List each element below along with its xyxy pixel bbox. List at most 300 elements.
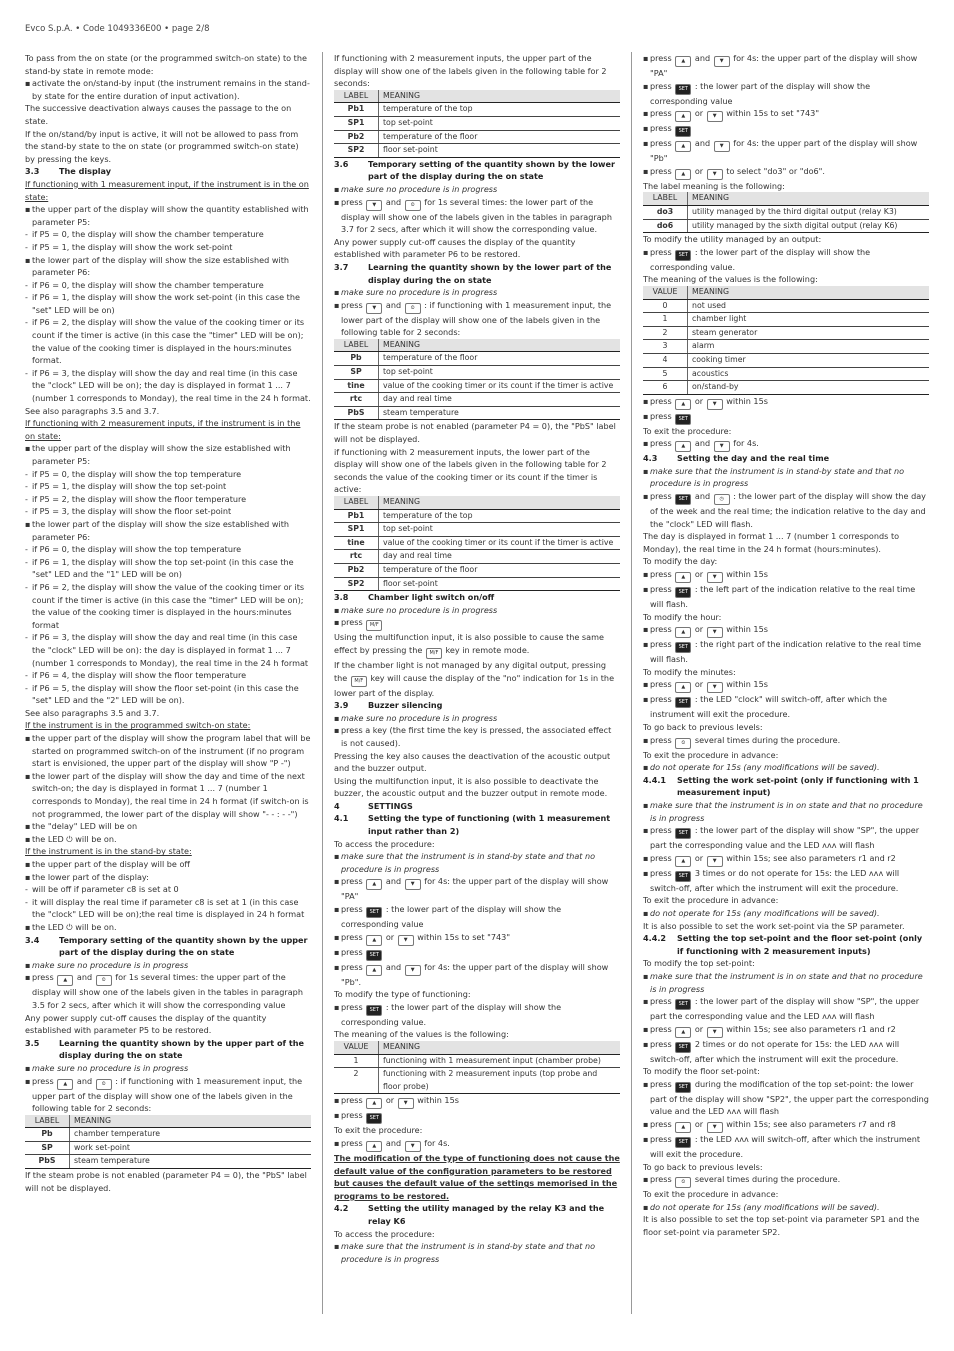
item-text: press ▲ and ▼ for 4s: the upper part of the display will show "PA": [341, 876, 609, 902]
bullet-item: [25, 254, 311, 279]
table-cell: 2: [334, 1068, 379, 1094]
up-key-icon: ▲: [57, 975, 73, 986]
table-cell: 5: [643, 367, 688, 381]
bullet-item: [643, 678, 929, 693]
down-key-icon: ▼: [366, 200, 382, 211]
item-text: press SET: [341, 946, 383, 961]
paragraph: Pressing the key also causes the deactivation of the acoustic output and the buzzer output.: [334, 750, 611, 774]
bullet-marker: ▪: [643, 165, 649, 176]
bullet-item: [25, 77, 311, 102]
item-text: press ▲ or ▼ within 15s: [341, 1094, 459, 1109]
bullet-marker: ▪: [643, 1134, 649, 1145]
bullet-marker: ▪: [25, 518, 31, 529]
table-header-cell: MEANING: [70, 1115, 312, 1128]
bullet-marker: ▪: [334, 946, 340, 957]
set-key-icon: SET: [675, 1137, 691, 1148]
up-key-icon: ▲: [366, 879, 382, 890]
table-header-row: [643, 192, 929, 205]
item-text: press SET: [650, 410, 692, 425]
item-text: if P6 = 1, the display will show the top set-point (in this case the "set" LED and the "1" LED will be on): [32, 556, 294, 580]
table-cell: 2: [643, 326, 688, 340]
section-heading: [334, 812, 620, 837]
down-key-icon: ▼: [398, 935, 414, 946]
down-key-icon: ▼: [707, 856, 723, 867]
paragraph: If functioning with 2 measurement inputs, the upper part of the display will show one of the labels given in the following table for 2 seconds:: [334, 53, 607, 89]
bullet-item: [25, 959, 311, 972]
item-text: press SET : the left part of the indication relative to the real time will flash.: [650, 584, 916, 610]
bullet-item: [25, 1075, 311, 1115]
bullet-marker: ▪: [643, 410, 649, 421]
table-row: [334, 103, 620, 117]
table-row: [334, 406, 620, 420]
down-key-icon: ▼: [405, 1141, 421, 1152]
item-text: press ▲ and ▼ for 4s: the upper part of the display will show "Pb": [650, 138, 918, 164]
item-text: press SET : the lower part of the display will show the corresponding value: [650, 80, 871, 106]
set-key-icon: SET: [675, 642, 691, 653]
table-cell: Pb2: [334, 130, 379, 144]
table-cell: 0: [643, 299, 688, 313]
table-cell: 1: [643, 313, 688, 327]
item-text: press ▼ and ⏲ : if functioning with 1 measurement input, the lower part of the display will show one of the labels given in the following table for 2 seconds:: [341, 299, 612, 338]
table-cell: acoustics: [688, 367, 930, 381]
bullet-item: [643, 1173, 929, 1188]
item-text: make sure that the instrument is in stand-by state and that no procedure is in progress: [341, 1241, 596, 1264]
bullet-marker: ▪: [643, 1174, 649, 1185]
paragraph: The label meaning is the following:: [643, 180, 785, 191]
table-cell: SP2: [334, 577, 379, 591]
table-cell: SP: [334, 366, 379, 380]
item-text: make sure that the instrument is in stand-by state and that no procedure is in progress: [341, 851, 596, 874]
bullet-marker: ▪: [643, 825, 649, 836]
down-key-icon: ▼: [707, 1027, 723, 1038]
section-heading: [25, 1037, 311, 1062]
up-key-icon: ▲: [675, 399, 691, 410]
set-key-icon: SET: [366, 1005, 382, 1016]
table-row: [643, 313, 929, 327]
warning-note: The modification of the type of functioning does not cause the default value of the configuration parameters to be restored but causes the default value of the settings memorised in the programs to be restored.: [334, 1152, 620, 1201]
dash-item: [25, 316, 311, 366]
down-key-icon: ▼: [707, 1122, 723, 1133]
bullet-marker: ▪: [25, 871, 31, 882]
bullet-marker: ▪: [334, 851, 340, 862]
table-cell: floor set-point: [379, 577, 621, 591]
bullet-item: [334, 1109, 620, 1124]
bullet-marker: ▪: [334, 1110, 340, 1121]
bullet-item: [643, 907, 929, 920]
table-row: [25, 1128, 311, 1142]
table-cell: on/stand-by: [688, 381, 930, 395]
bullet-item: [334, 931, 620, 946]
mf-key-icon: M/F: [426, 648, 442, 659]
table-cell: SP1: [334, 523, 379, 537]
section-heading: [334, 699, 620, 712]
table-cell: chamber light: [688, 313, 930, 327]
set-key-icon: SET: [675, 414, 691, 425]
up-key-icon: ▲: [675, 572, 691, 583]
table-row: [25, 1141, 311, 1155]
item-text: if P6 = 2, the display will show the value of the cooking timer or its count if the timer is active (in this case the "timer" LED will be on); the value of the cooking timer is displayed in the hours:minutes format.: [32, 317, 305, 366]
bullet-item: [643, 437, 929, 452]
item-text: press ▲ and ▼ for 4s: the upper part of the display will show "Pb".: [341, 961, 609, 987]
section-number: 4.1: [334, 813, 349, 824]
item-text: do not operate for 15s (any modifications will be saved).: [650, 907, 880, 918]
bullet-item: [643, 867, 929, 895]
item-text: if P6 = 0, the display will show the top temperature: [32, 544, 242, 555]
bullet-item: [643, 137, 929, 165]
table-row: [643, 353, 929, 367]
item-text: press ▲ or ▼ to select "do3" or "do6".: [650, 165, 825, 180]
table-cell: work set-point: [70, 1141, 312, 1155]
set-key-icon: SET: [366, 950, 382, 961]
bullet-marker: ▪: [643, 246, 649, 257]
bullet-marker: ▪: [334, 183, 340, 194]
table-header-row: [643, 286, 929, 299]
bullet-item: [334, 183, 620, 196]
bullet-item: [643, 1078, 929, 1118]
bullet-marker: ▪: [334, 904, 340, 915]
table-header-row: [334, 1041, 620, 1054]
section-number: 3.4: [25, 934, 40, 945]
bullet-marker: ▪: [25, 443, 31, 454]
up-key-icon: ▲: [675, 56, 691, 67]
dash-marker: -: [25, 367, 28, 378]
paragraph: If the on/stand/by input is active, it will not be allowed to pass from the stand-by state to the on state (or programmed switch-on state) by pressing the keys.: [25, 128, 299, 164]
item-text: if P6 = 4, the display will show the floor temperature: [32, 670, 247, 681]
table-cell: chamber temperature: [70, 1128, 312, 1142]
table-header-cell: LABEL: [643, 192, 688, 205]
table-cell: functioning with 1 measurement input (chamber probe): [379, 1054, 621, 1068]
paragraph: Any power supply cut-off causes the display of the quantity established with parameter P6 to be restored.: [334, 236, 576, 260]
bullet-marker: ▪: [643, 465, 649, 476]
item-text: press ⏲ several times during the procedure.: [650, 734, 840, 749]
bullet-marker: ▪: [643, 53, 649, 63]
table-row: [334, 1068, 620, 1094]
dash-item: [25, 291, 311, 316]
bullet-item: [643, 623, 929, 638]
table-cell: floor set-point: [379, 144, 621, 158]
up-key-icon: ▲: [675, 169, 691, 180]
bullet-marker: ▪: [643, 639, 649, 650]
dash-marker: -: [25, 670, 28, 681]
table-header-cell: LABEL: [25, 1115, 70, 1128]
bullet-item: [334, 946, 620, 961]
bullet-marker: ▪: [643, 438, 649, 449]
bullet-item: [643, 1023, 929, 1038]
bullet-item: [334, 196, 620, 236]
item-text: the LED ⏻ will be on.: [32, 833, 117, 844]
bullet-marker: ▪: [334, 617, 340, 628]
paragraph: See also paragraphs 3.5 and 3.7.: [25, 707, 160, 718]
table-cell: PbS: [334, 406, 379, 420]
table-header-cell: MEANING: [379, 1041, 621, 1054]
bullet-item: [643, 410, 929, 425]
bullet-marker: ▪: [643, 1201, 649, 1212]
item-text: the LED ⏻ will be on.: [32, 921, 117, 932]
paragraph: It is also possible to set the top set-point via parameter SP1 and the floor set-point via parameter SP2.: [643, 1214, 920, 1238]
item-text: make sure no procedure is in progress: [341, 604, 498, 615]
bullet-item: [25, 770, 311, 820]
table-cell: SP1: [334, 116, 379, 130]
dash-marker: -: [25, 481, 28, 492]
down-key-icon: ▼: [366, 303, 382, 314]
table-cell: do6: [643, 219, 688, 233]
item-text: will be off if parameter c8 is set at 0: [32, 884, 179, 895]
table-header-cell: VALUE: [334, 1041, 379, 1054]
up-key-icon: ▲: [366, 935, 382, 946]
timer-key-icon: ⏲: [96, 1079, 112, 1090]
item-text: if P6 = 5, the display will show the floor set-point (in this case the "set" LED and the "2" LED will be on).: [32, 682, 299, 706]
bullet-item: [643, 693, 929, 721]
paragraph: To exit the procedure:: [643, 425, 732, 436]
table-cell: Pb1: [334, 103, 379, 117]
table-header-cell: MEANING: [379, 496, 621, 509]
table-cell: temperature of the top: [379, 103, 621, 117]
bullet-item: [25, 871, 311, 884]
section-number: 4.3: [643, 453, 658, 464]
down-key-icon: ▼: [707, 169, 723, 180]
item-text: the lower part of the display:: [32, 871, 149, 882]
table-cell: Pb2: [334, 563, 379, 577]
item-text: press SET : the lower part of the display will show the corresponding value: [341, 904, 562, 930]
clock-key-icon: ◷: [714, 494, 730, 505]
bullet-marker: ▪: [643, 1078, 649, 1089]
table-cell: temperature of the floor: [379, 352, 621, 366]
table-header-cell: MEANING: [688, 286, 930, 299]
bullet-marker: ▪: [25, 972, 31, 983]
table-cell: Pb1: [334, 509, 379, 523]
dash-marker: -: [25, 241, 28, 252]
table-cell: do3: [643, 205, 688, 219]
table-row: [334, 550, 620, 564]
section-title: Learning the quantity shown by the upper part of the display during the on state: [59, 1037, 304, 1061]
bullet-item: [643, 568, 929, 583]
subheading: If the instrument is in the programmed switch-on state:: [25, 720, 251, 731]
table-header-cell: LABEL: [334, 339, 379, 352]
info-table: [334, 496, 620, 591]
table-row: [643, 326, 929, 340]
down-key-icon: ▼: [405, 965, 421, 976]
item-text: make sure that the instrument is in on state and that no procedure is in progress: [650, 799, 923, 823]
subheading: If functioning with 1 measurement input, if the instrument is in the on state:: [25, 178, 309, 202]
section-heading: [25, 934, 311, 959]
table-row: [334, 577, 620, 591]
bullet-item: [643, 995, 929, 1023]
bullet-marker: ▪: [334, 725, 340, 736]
section-heading: [334, 261, 620, 286]
item-text: if P5 = 1, the display will show the top set-point: [32, 481, 227, 492]
bullet-marker: ▪: [334, 712, 340, 723]
bullet-marker: ▪: [643, 852, 649, 863]
bullet-item: [643, 465, 929, 490]
down-key-icon: ▼: [714, 56, 730, 67]
item-text: it will display the real time if parameter c8 is set at 1 (in this case the "clock" LED will be on);the real time is displayed in 24 h format: [32, 896, 305, 920]
paragraph: To exit the procedure:: [334, 1125, 423, 1136]
table-row: [334, 352, 620, 366]
paragraph: To modify the floor set-point:: [643, 1066, 760, 1077]
bullet-item: [25, 820, 311, 833]
table-row: [334, 379, 620, 393]
bullet-marker: ▪: [334, 1241, 340, 1252]
timer-key-icon: ⏲: [405, 200, 421, 211]
section-heading: [334, 800, 620, 813]
dash-item: [25, 367, 311, 405]
down-key-icon: ▼: [714, 441, 730, 452]
table-row: [334, 1054, 620, 1068]
dash-item: [25, 468, 311, 481]
section-heading: [334, 158, 620, 183]
bullet-marker: ▪: [643, 734, 649, 745]
bullet-marker: ▪: [643, 694, 649, 705]
down-key-icon: ▼: [707, 627, 723, 638]
section-heading: [643, 932, 929, 957]
table-cell: 3: [643, 340, 688, 354]
section-title: Setting the work set-point (only if functioning with 1 measurement input): [677, 774, 919, 798]
table-cell: rtc: [334, 393, 379, 407]
item-text: press ▲ or ▼ within 15s: [650, 395, 768, 410]
table-cell: Pb: [25, 1128, 70, 1142]
bullet-marker: ▪: [643, 138, 649, 149]
bullet-item: [334, 1001, 620, 1029]
bullet-marker: ▪: [334, 604, 340, 615]
down-key-icon: ▼: [707, 572, 723, 583]
table-cell: steam generator: [688, 326, 930, 340]
table-row: [334, 116, 620, 130]
table-cell: SP: [25, 1141, 70, 1155]
item-text: press ▲ or ▼ within 15s; see also parameters r1 and r2: [650, 1023, 896, 1038]
bullet-item: [643, 52, 929, 80]
bullet-marker: ▪: [25, 833, 31, 844]
paragraph: To modify the utility managed by an output:: [643, 234, 822, 245]
bullet-item: [334, 286, 620, 299]
up-key-icon: ▲: [366, 1141, 382, 1152]
dash-item: [25, 896, 311, 921]
section-heading: [25, 165, 311, 178]
item-text: press SET : the right part of the indication relative to the real time will flash.: [650, 639, 922, 665]
item-text: the lower part of the display will show the size established with parameter P6:: [32, 254, 289, 278]
table-cell: value of the cooking timer or its count if the timer is active: [379, 536, 621, 550]
table-header-cell: LABEL: [334, 90, 379, 103]
paragraph: The meaning of the values is the following:: [334, 1029, 509, 1040]
bullet-marker: ▪: [334, 931, 340, 942]
item-text: if P6 = 0, the display will show the chamber temperature: [32, 279, 264, 290]
item-text: press ⏲ several times during the procedure.: [650, 1173, 840, 1188]
up-key-icon: ▲: [675, 682, 691, 693]
dash-marker: -: [25, 896, 28, 907]
table-row: [643, 299, 929, 313]
set-key-icon: SET: [675, 126, 691, 137]
item-text: if P5 = 1, the display will show the work set-point: [32, 241, 233, 252]
bullet-marker: ▪: [25, 733, 31, 744]
item-text: the lower part of the display will show the day and time of the next switch-on; the day is displayed in format 1 ... 7 (number 1 corresponds to Monday), the real time in 24 h format (if switch-on is not programmed, the lower part of the display will show "- - : - -"): [32, 770, 309, 819]
bullet-item: [643, 1038, 929, 1066]
bullet-item: [334, 850, 620, 875]
up-key-icon: ▲: [675, 111, 691, 122]
paragraph: if functioning with 2 measurement inputs, the lower part of the display will show one of the labels given in the following table for 2 seconds the value of the cooking timer or its count if the timer is active:: [334, 446, 607, 495]
bullet-marker: ▪: [643, 624, 649, 635]
bullet-item: [643, 852, 929, 867]
table-cell: day and real time: [379, 550, 621, 564]
item-text: if P5 = 3, the display will show the floor set-point: [32, 506, 232, 517]
paragraph: If the steam probe is not enabled (parameter P4 = 0), the "PbS" label will not be displayed.: [25, 1170, 307, 1193]
paragraph: To modify the minutes:: [643, 666, 736, 677]
section-number: 4.4.2: [643, 933, 667, 944]
bullet-marker: ▪: [643, 799, 649, 810]
section-number: 3.3: [25, 166, 40, 177]
bullet-marker: ▪: [643, 108, 649, 119]
set-key-icon: SET: [675, 871, 691, 882]
up-key-icon: ▲: [57, 1079, 73, 1090]
item-text: if P6 = 1, the display will show the work set-point (in this case the "set" LED will be on): [32, 292, 300, 315]
dash-item: [25, 493, 311, 506]
bullet-marker: ▪: [334, 287, 340, 298]
bullet-marker: ▪: [643, 996, 649, 1007]
paragraph: To go back to previous levels:: [643, 722, 763, 732]
table-row: [643, 381, 929, 395]
mf-key-icon: M/F: [366, 620, 382, 631]
paragraph: To exit the procedure in advance:: [643, 749, 779, 760]
bullet-item: [643, 1201, 929, 1214]
table-cell: Pb: [334, 352, 379, 366]
item-text: if P5 = 0, the display will show the chamber temperature: [32, 229, 264, 240]
bullet-marker: ▪: [25, 921, 31, 932]
table-row: [334, 563, 620, 577]
item-text: press ▼ and ⏲ for 1s several times: the lower part of the display will show one of the labels given in the tables in paragraph 3.7 for 2 secs, after which it will show the corresponding value.: [341, 196, 612, 235]
page-header: Evco S.p.A. • Code 1049336E00 • page 2/8: [25, 24, 210, 34]
paragraph: See also paragraphs 3.5 and 3.7.: [25, 405, 160, 416]
item-text: press ▲ and ▼ for 4s.: [341, 1137, 450, 1152]
item-text: press ▲ and ▼ for 4s: the upper part of the display will show "PA": [650, 53, 918, 78]
item-text: press ▲ or ▼ within 15s: [650, 568, 768, 583]
table-cell: top set-point: [379, 523, 621, 537]
section-number: 3.7: [334, 261, 349, 272]
down-key-icon: ▼: [707, 682, 723, 693]
subheading: If the instrument is in the stand-by state:: [25, 846, 192, 857]
item-text: the upper part of the display will show the quantity established with parameter P5:: [32, 204, 309, 227]
paragraph: If the steam probe is not enabled (parameter P4 = 0), the "PbS" label will not be displayed.: [334, 421, 616, 445]
table-header-row: [334, 339, 620, 352]
table-header-cell: LABEL: [334, 496, 379, 509]
up-key-icon: ▲: [675, 1122, 691, 1133]
bullet-marker: ▪: [25, 78, 31, 89]
section-title: The display: [59, 166, 112, 177]
down-key-icon: ▼: [405, 879, 421, 890]
table-cell: temperature of the top: [379, 509, 621, 523]
bullet-marker: ▪: [334, 961, 340, 972]
bullet-item: [643, 583, 929, 611]
bullet-marker: ▪: [25, 1062, 31, 1073]
timer-key-icon: ⏲: [405, 303, 421, 314]
table-cell: 1: [334, 1054, 379, 1068]
set-key-icon: SET: [675, 250, 691, 261]
bullet-item: [643, 1118, 929, 1133]
set-key-icon: SET: [675, 1082, 691, 1093]
table-row: [334, 130, 620, 144]
item-text: press SET: [341, 1109, 383, 1124]
item-text: activate the on/stand-by input (the instrument remains in the stand-by state for the entire duration of input activation).: [32, 78, 310, 101]
bullet-item: [334, 712, 620, 725]
paragraph: To go back to previous levels:: [643, 1161, 763, 1172]
table-row: [334, 144, 620, 158]
column-2: [334, 52, 620, 1265]
bullet-item: [334, 903, 620, 931]
bullet-marker: ▪: [25, 254, 31, 265]
table-header-row: [334, 90, 620, 103]
table-header-row: [25, 1115, 311, 1128]
bullet-marker: ▪: [643, 907, 649, 918]
section-number: 3.5: [25, 1037, 40, 1048]
set-key-icon: SET: [675, 587, 691, 598]
column-divider: [631, 52, 632, 1314]
